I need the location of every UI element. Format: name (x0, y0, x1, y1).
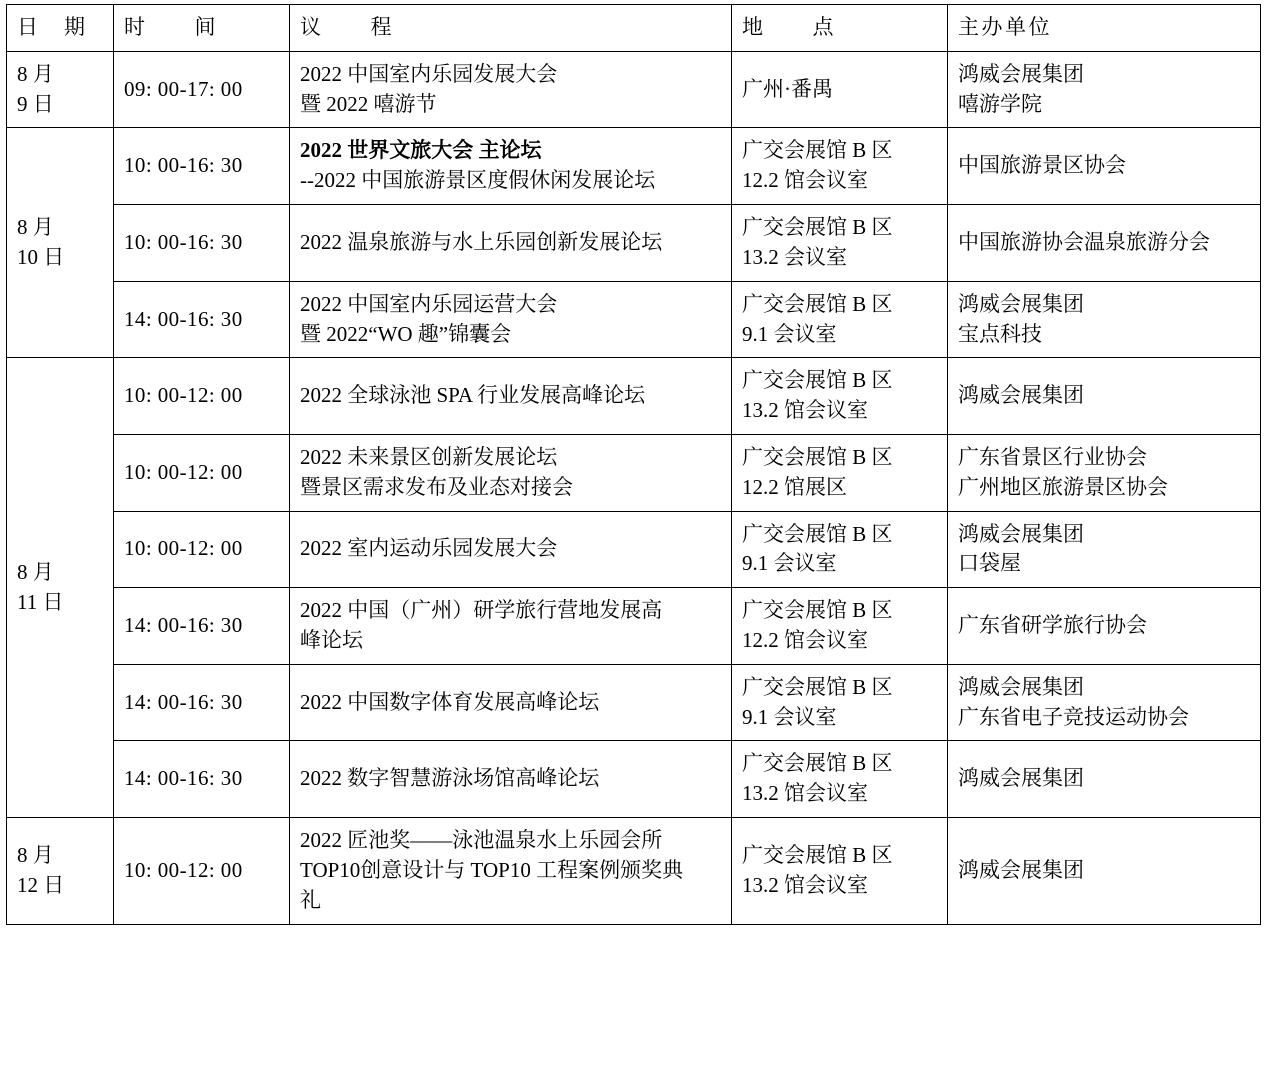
time-cell: 10: 00-16: 30 (114, 205, 290, 282)
place-cell (732, 358, 948, 435)
date-line: 8 月 (17, 61, 54, 86)
column-header-organizer: 主办单位 (948, 5, 1261, 52)
place-line: 广交会展馆 B 区 (742, 751, 893, 776)
agenda-line: 暨 2022 嘻游节 (300, 91, 437, 116)
organizer-line: 广东省景区行业协会 (958, 444, 1147, 469)
organizer-line: 嘻游学院 (958, 91, 1042, 116)
schedule-document (0, 4, 1268, 925)
agenda-cell (290, 358, 732, 435)
table-row (7, 818, 1261, 924)
agenda-line: 礼 (300, 887, 321, 912)
organizer-line: 广东省研学旅行协会 (958, 613, 1147, 638)
agenda-cell (290, 51, 732, 128)
organizer-cell (948, 588, 1261, 665)
agenda-cell (290, 128, 732, 205)
agenda-line: --2022 中国旅游景区度假休闲发展论坛 (300, 168, 656, 193)
organizer-line: 鸿威会展集团 (958, 521, 1084, 546)
place-line: 13.2 馆会议室 (742, 398, 868, 423)
place-line: 12.2 馆会议室 (742, 168, 868, 193)
organizer-cell (948, 664, 1261, 741)
place-line: 13.2 会议室 (742, 244, 847, 269)
agenda-cell (290, 741, 732, 818)
organizer-cell (948, 358, 1261, 435)
date-line: 11 日 (17, 589, 64, 614)
organizer-line: 鸿威会展集团 (958, 291, 1084, 316)
organizer-line: 中国旅游景区协会 (958, 153, 1126, 178)
place-cell (732, 205, 948, 282)
agenda-line: 2022 全球泳池 SPA 行业发展高峰论坛 (300, 383, 646, 408)
agenda-line: 2022 世界文旅大会 主论坛 (300, 138, 542, 163)
place-cell (732, 818, 948, 924)
agenda-cell (290, 281, 732, 358)
time-cell: 10: 00-12: 00 (114, 818, 290, 924)
time-cell: 10: 00-16: 30 (114, 128, 290, 205)
place-line: 广州·番禺 (742, 76, 833, 101)
time-cell: 14: 00-16: 30 (114, 588, 290, 665)
place-line: 12.2 馆会议室 (742, 628, 868, 652)
place-cell (732, 664, 948, 741)
table-row (7, 51, 1261, 128)
date-line: 8 月 (17, 215, 54, 240)
agenda-cell (290, 664, 732, 741)
place-cell (732, 51, 948, 128)
agenda-line: 暨 2022“WO 趣”锦囊会 (300, 321, 512, 346)
time-cell: 10: 00-12: 00 (114, 358, 290, 435)
agenda-line: 2022 未来景区创新发展论坛 (300, 444, 558, 469)
table-row (7, 281, 1261, 358)
place-line: 13.2 馆会议室 (742, 872, 868, 897)
header-row (7, 5, 1261, 52)
place-line: 广交会展馆 B 区 (742, 215, 893, 240)
organizer-line: 鸿威会展集团 (958, 674, 1084, 699)
agenda-line: 峰论坛 (300, 628, 363, 652)
agenda-line: 2022 中国室内乐园发展大会 (300, 61, 558, 86)
organizer-cell (948, 128, 1261, 205)
table-row (7, 511, 1261, 588)
date-cell (7, 51, 114, 128)
date-line: 8 月 (17, 842, 54, 867)
date-line: 12 日 (17, 872, 65, 897)
organizer-cell (948, 205, 1261, 282)
date-cell (7, 358, 114, 818)
table-row (7, 664, 1261, 741)
place-cell (732, 741, 948, 818)
agenda-line: 暨景区需求发布及业态对接会 (300, 474, 573, 499)
place-cell (732, 511, 948, 588)
column-header-time: 时 间 (114, 5, 290, 52)
agenda-line: 2022 匠池奖——泳池温泉水上乐园会所 (300, 828, 663, 853)
agenda-line: 2022 中国（广州）研学旅行营地发展高 (300, 598, 663, 623)
date-line: 8 月 (17, 559, 54, 584)
agenda-line: TOP10创意设计与 TOP10 工程案例颁奖典 (300, 857, 684, 882)
table-row (7, 205, 1261, 282)
organizer-cell (948, 434, 1261, 511)
place-line: 广交会展馆 B 区 (742, 598, 893, 623)
place-cell (732, 588, 948, 665)
time-cell: 14: 00-16: 30 (114, 281, 290, 358)
place-cell (732, 281, 948, 358)
place-line: 12.2 馆展区 (742, 474, 847, 499)
organizer-cell (948, 51, 1261, 128)
place-line: 广交会展馆 B 区 (742, 444, 893, 469)
date-cell (7, 128, 114, 358)
time-cell: 10: 00-12: 00 (114, 434, 290, 511)
organizer-line: 鸿威会展集团 (958, 383, 1084, 408)
place-line: 9.1 会议室 (742, 704, 837, 729)
organizer-line: 鸿威会展集团 (958, 766, 1084, 791)
agenda-line: 2022 数字智慧游泳场馆高峰论坛 (300, 766, 600, 791)
time-cell: 14: 00-16: 30 (114, 664, 290, 741)
place-line: 广交会展馆 B 区 (742, 521, 893, 546)
time-cell: 10: 00-12: 00 (114, 511, 290, 588)
date-line: 9 日 (17, 91, 54, 116)
organizer-line: 鸿威会展集团 (958, 61, 1084, 86)
time-cell: 14: 00-16: 30 (114, 741, 290, 818)
place-line: 9.1 会议室 (742, 551, 837, 576)
time-cell: 09: 00-17: 00 (114, 51, 290, 128)
schedule-table (6, 4, 1261, 925)
organizer-line: 广东省电子竞技运动协会 (958, 704, 1189, 729)
organizer-cell (948, 741, 1261, 818)
agenda-line: 2022 温泉旅游与水上乐园创新发展论坛 (300, 229, 663, 254)
organizer-line: 宝点科技 (958, 321, 1042, 346)
organizer-cell (948, 511, 1261, 588)
table-row (7, 741, 1261, 818)
table-row (7, 588, 1261, 665)
place-line: 广交会展馆 B 区 (742, 291, 893, 316)
place-line: 广交会展馆 B 区 (742, 842, 893, 867)
agenda-line: 2022 中国室内乐园运营大会 (300, 291, 558, 316)
place-cell (732, 128, 948, 205)
place-line: 广交会展馆 B 区 (742, 368, 893, 393)
place-line: 13.2 馆会议室 (742, 781, 868, 806)
agenda-line: 2022 室内运动乐园发展大会 (300, 536, 558, 561)
table-body (7, 51, 1261, 924)
table-header (7, 5, 1261, 52)
place-line: 9.1 会议室 (742, 321, 837, 346)
column-header-date: 日 期 (7, 5, 114, 52)
agenda-cell (290, 588, 732, 665)
organizer-line: 口袋屋 (958, 551, 1021, 576)
place-line: 广交会展馆 B 区 (742, 138, 893, 163)
table-row (7, 128, 1261, 205)
organizer-line: 中国旅游协会温泉旅游分会 (958, 229, 1210, 254)
organizer-line: 鸿威会展集团 (958, 857, 1084, 882)
agenda-line: 2022 中国数字体育发展高峰论坛 (300, 689, 600, 714)
organizer-cell (948, 818, 1261, 924)
agenda-cell (290, 818, 732, 924)
agenda-cell (290, 434, 732, 511)
column-header-place: 地 点 (732, 5, 948, 52)
agenda-cell (290, 205, 732, 282)
agenda-cell (290, 511, 732, 588)
column-header-agenda: 议 程 (290, 5, 732, 52)
date-line: 10 日 (17, 244, 65, 269)
organizer-line: 广州地区旅游景区协会 (958, 474, 1168, 499)
place-cell (732, 434, 948, 511)
organizer-cell (948, 281, 1261, 358)
place-line: 广交会展馆 B 区 (742, 674, 893, 699)
table-row (7, 434, 1261, 511)
table-row (7, 358, 1261, 435)
date-cell (7, 818, 114, 924)
